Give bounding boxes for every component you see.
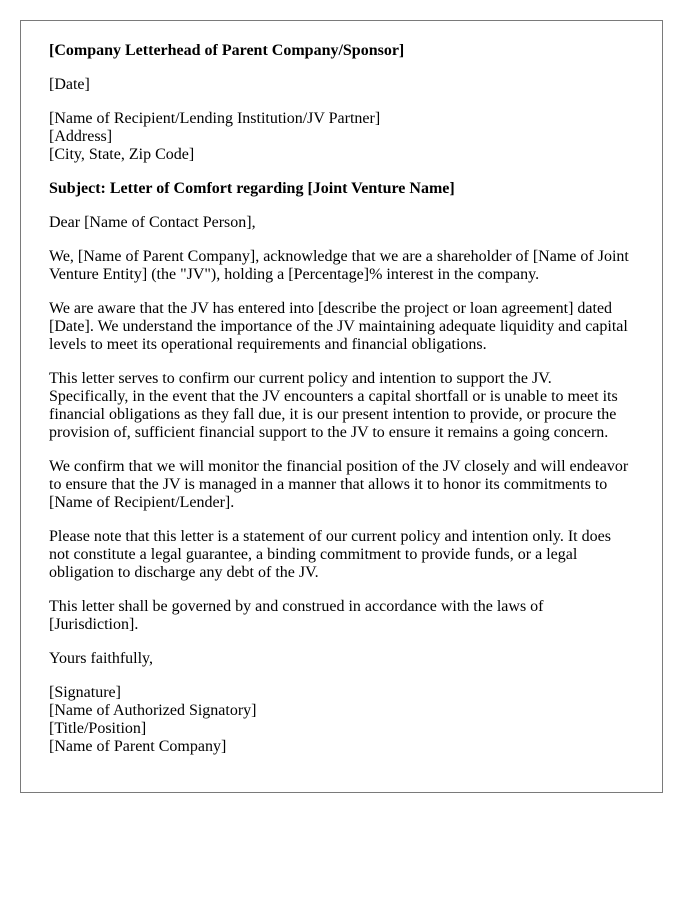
letterhead: [Company Letterhead of Parent Company/Sponsor] — [49, 42, 405, 59]
salutation: Dear [Name of Contact Person], — [49, 214, 256, 231]
body-paragraph-disclaimer: Please note that this letter is a statement of our current policy and intention only. It does not constitute a legal guarantee, a binding commitment to provide funds, or a legal obligation to discharge any debt of the JV. — [49, 528, 611, 581]
body-paragraph-monitoring: We confirm that we will monitor the financial position of the JV closely and will endeavor to ensure that the JV is managed in a manner that allows it to honor its commitments to [Name of Recipient/Lender]. — [49, 458, 629, 511]
recipient-address: [Address] — [49, 128, 113, 145]
recipient-name: [Name of Recipient/Lending Institution/JV Partner] — [49, 110, 381, 127]
body-paragraph-shareholding: We, [Name of Parent Company], acknowledge that we are a shareholder of [Name of Joint Venture Entity] (the "JV"), holding a [Percentage]% interest in the company. — [49, 248, 629, 283]
signatory-company: [Name of Parent Company] — [49, 738, 227, 755]
recipient-city-state-zip: [City, State, Zip Code] — [49, 146, 195, 163]
signatory-title: [Title/Position] — [49, 720, 147, 737]
signatory-name: [Name of Authorized Signatory] — [49, 702, 257, 719]
body-paragraph-support: This letter serves to confirm our current policy and intention to support the JV. Specifically, in the event that the JV encounters a capital shortfall or is unable to meet its financial obligations as they fall due, it is our present intention to provide, or procure the provision of, sufficient financial support to the JV to ensure it remains a going concern. — [49, 370, 618, 441]
body-paragraph-governing-law: This letter shall be governed by and construed in accordance with the laws of [Jurisdiction]. — [49, 598, 544, 633]
subject-line: Subject: Letter of Comfort regarding [Joint Venture Name] — [49, 180, 455, 197]
recipient-block — [49, 110, 634, 164]
closing: Yours faithfully, — [49, 650, 154, 667]
body-paragraph-agreement: We are aware that the JV has entered into [describe the project or loan agreement] dated [Date]. We understand the importance of the JV maintaining adequate liquidity and capital levels to meet its operational requirements and financial obligations. — [49, 300, 628, 353]
letter-document — [20, 20, 663, 793]
signature: [Signature] — [49, 684, 121, 701]
signature-block — [49, 684, 634, 756]
letter-date: [Date] — [49, 76, 90, 93]
